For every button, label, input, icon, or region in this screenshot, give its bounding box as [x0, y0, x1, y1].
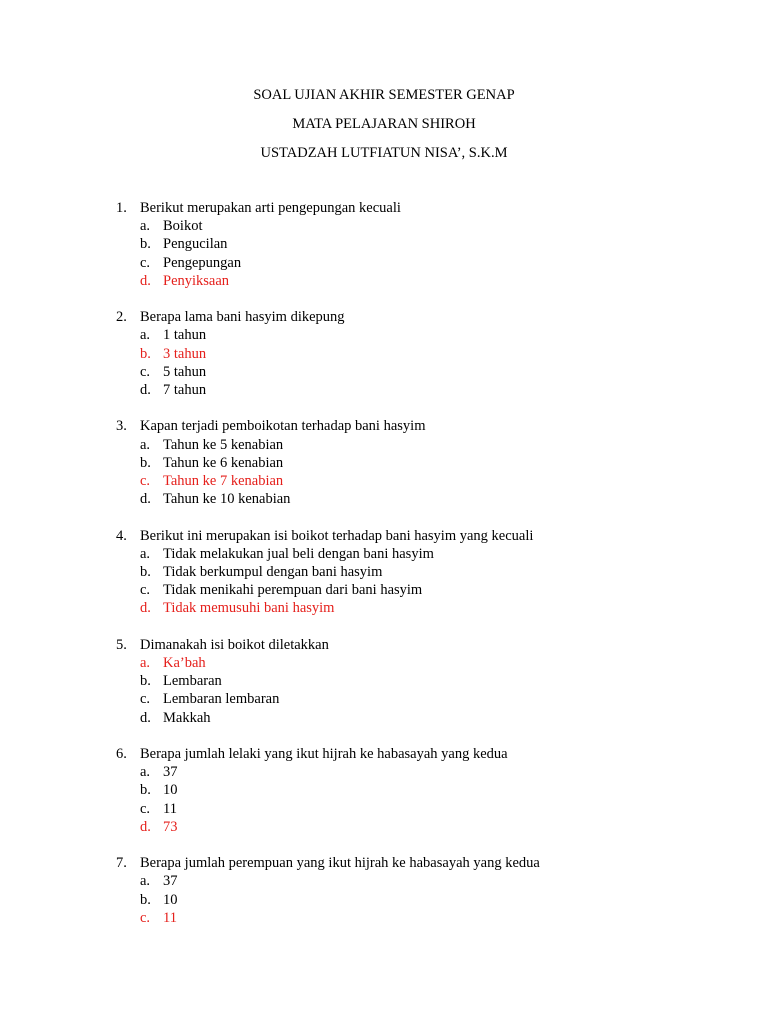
answer-option-letter-correct: d. — [140, 272, 151, 289]
answer-option-letter: b. — [140, 564, 151, 580]
question-text: Berikut ini merupakan isi boikot terhadap bani hasyim yang kecuali — [140, 527, 534, 544]
answer-option-text: 5 tahun — [163, 363, 207, 380]
answer-option-letter: a. — [140, 873, 151, 890]
answer-option-text: 10 — [163, 782, 178, 799]
answer-option-text: 10 — [163, 891, 178, 908]
answer-option-text: 11 — [163, 800, 177, 817]
answer-option-text-correct: Tidak memusuhi bani hasyim — [163, 600, 335, 617]
answer-option-letter-correct: c. — [140, 473, 151, 489]
answer-option-letter: a. — [140, 436, 151, 453]
answer-option-text: Tidak menikahi perempuan dari bani hasyim — [163, 582, 423, 599]
answer-option-text: Makkah — [163, 709, 211, 726]
answer-option-text-correct: 3 tahun — [163, 345, 207, 362]
question-number: 3. — [116, 418, 127, 435]
question-text: Berapa jumlah lelaki yang ikut hijrah ke habasayah yang kedua — [140, 746, 508, 762]
answer-option-text: Tahun ke 5 kenabian — [163, 436, 284, 453]
teacher-name: USTADZAH LUTFIATUN NISA’, S.K.M — [260, 145, 508, 161]
answer-option-letter: c. — [140, 582, 151, 599]
answer-option-text: Pengepungan — [163, 254, 242, 271]
answer-option-letter-correct: d. — [140, 600, 151, 617]
question-text: Berapa jumlah perempuan yang ikut hijrah ke habasayah yang kedua — [140, 855, 540, 872]
answer-option-letter: b. — [140, 673, 151, 690]
question-number: 7. — [116, 855, 127, 872]
answer-option-text: Tahun ke 6 kenabian — [163, 454, 284, 471]
answer-option-letter: d. — [140, 709, 151, 726]
question-text: Kapan terjadi pemboikotan terhadap bani hasyim — [140, 418, 426, 435]
subject-title: MATA PELAJARAN SHIROH — [292, 116, 476, 132]
answer-option-text: Tidak melakukan jual beli dengan bani hasyim — [163, 545, 434, 562]
answer-option-letter: a. — [140, 545, 151, 562]
answer-option-text: Boikot — [163, 218, 203, 235]
answer-option-text-correct: Ka’bah — [163, 655, 206, 671]
question-number: 2. — [116, 309, 127, 326]
answer-option-text: Tidak berkumpul dengan bani hasyim — [163, 564, 383, 580]
answer-option-text: 1 tahun — [163, 327, 207, 344]
answer-option-letter: b. — [140, 891, 151, 908]
answer-option-text: 7 tahun — [163, 382, 207, 398]
answer-option-text-correct: Penyiksaan — [163, 272, 230, 289]
answer-option-letter-correct: c. — [140, 909, 151, 926]
answer-option-letter: a. — [140, 764, 151, 781]
answer-option-letter: d. — [140, 491, 151, 508]
answer-option-letter-correct: a. — [140, 655, 151, 671]
answer-option-text: 37 — [163, 873, 178, 890]
exam-title: SOAL UJIAN AKHIR SEMESTER GENAP — [253, 87, 515, 103]
answer-option-letter: c. — [140, 800, 151, 817]
answer-option-text: Lembaran lembaran — [163, 691, 280, 708]
question-number: 4. — [116, 527, 127, 544]
answer-option-letter: d. — [140, 382, 151, 398]
answer-option-text-correct: 11 — [163, 909, 177, 926]
question-number: 6. — [116, 746, 127, 762]
question-text: Berapa lama bani hasyim dikepung — [140, 309, 345, 326]
answer-option-text: Pengucilan — [163, 236, 228, 253]
answer-option-letter: c. — [140, 691, 151, 708]
answer-option-letter: b. — [140, 236, 151, 253]
answer-option-letter: a. — [140, 218, 151, 235]
answer-option-letter: a. — [140, 327, 151, 344]
answer-option-text-correct: 73 — [163, 818, 178, 835]
answer-option-letter-correct: b. — [140, 345, 151, 362]
answer-option-letter-correct: d. — [140, 818, 151, 835]
answer-option-text: 37 — [163, 764, 178, 781]
answer-option-text: Tahun ke 10 kenabian — [163, 491, 291, 508]
question-number: 1. — [116, 200, 127, 216]
answer-option-letter: c. — [140, 363, 151, 380]
answer-option-letter: b. — [140, 782, 151, 799]
question-text: Berikut merupakan arti pengepungan kecuali — [140, 200, 401, 216]
question-text: Dimanakah isi boikot diletakkan — [140, 636, 329, 653]
answer-option-text-correct: Tahun ke 7 kenabian — [163, 473, 284, 489]
answer-option-letter: b. — [140, 454, 151, 471]
answer-option-text: Lembaran — [163, 673, 222, 690]
question-number: 5. — [116, 636, 127, 653]
answer-option-letter: c. — [140, 254, 151, 271]
